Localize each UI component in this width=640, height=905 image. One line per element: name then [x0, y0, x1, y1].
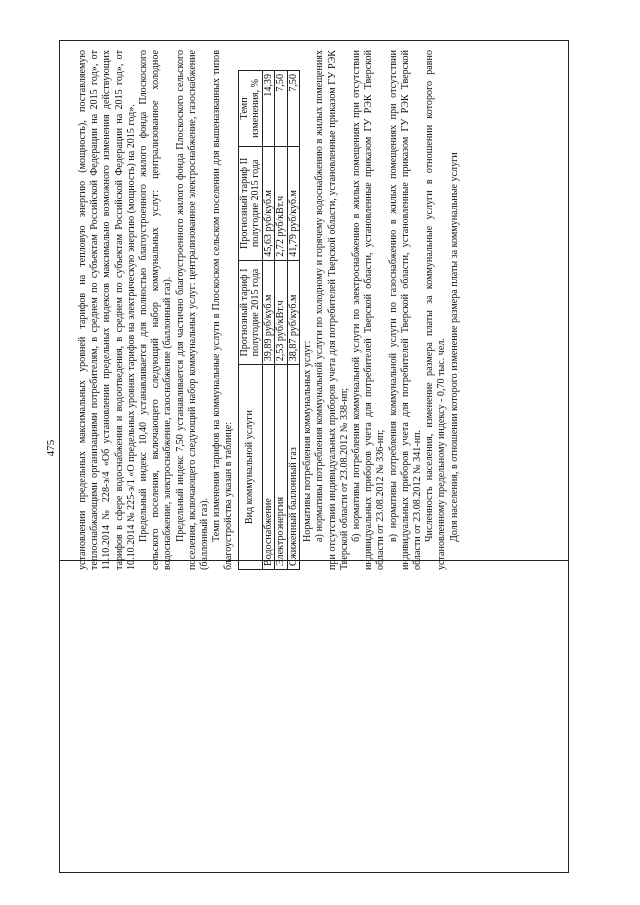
header-service: Вид коммунальной услуги	[238, 365, 262, 570]
document-text-block	[77, 50, 573, 570]
header-tariff-h2: Прогнозный тариф II полугодие 2015 года	[238, 146, 262, 260]
table-header-row	[238, 71, 262, 570]
paragraph-index-partial: Предельный индекс 7,50 устанавливается для частично благоустроенного жилого фонда Плоскоского сельского поселения, включающего следующий набор коммунальных услуг: централизованное электроснабжение, газоснабжение (баллонный газ).	[174, 50, 211, 570]
page-number: 475	[45, 439, 57, 457]
cell-change-rate: 14,39	[262, 71, 275, 147]
paragraph-population: Численность населения, изменение размера платы за коммунальные услуги в отношении которого равно установленному предельному индексу - 0,70 тыс. чел.	[424, 50, 448, 570]
paragraph-population-share: Доля населения, в отношении которого изменение размера платы за коммунальные услуги	[448, 152, 460, 542]
cell-tariff-h2: 41,79 руб/куб.м	[287, 146, 300, 260]
header-tariff-h1: Прогнозный тариф I полугодие 2015 года	[238, 260, 262, 365]
paragraph-norm-gas: в) нормативы потребления коммунальной услуги по газоснабжению в жилых помещениях при отсутствии индивидуальных приборов учета для потребителей Тверской области, установленные приказом ГУ РЭК Тверской области от 23.08.2012 № 341-нп.	[387, 50, 423, 570]
table-row	[262, 71, 275, 570]
paragraph-table-intro: Темп изменения тарифов на коммунальные услуги в Плоскоском сельском поселении для вышеназванных типов благоустройства указан в таблице:	[211, 50, 235, 570]
paragraph-index-full: Предельный индекс 10,40 устанавливается для полностью благоустроенного жилого фонда Плоскоского сельского поселения, включающего следующий набор коммунальных услуг: централизованное холодное водоснабжение, электроснабжение, газоснабжение (баллонный газ).	[138, 50, 174, 570]
cell-change-rate: 7,50	[287, 71, 300, 147]
table-row	[287, 71, 300, 570]
tariff-table	[238, 70, 301, 570]
cell-tariff-h2: 2,72 руб/кВт.ч	[275, 146, 288, 260]
table-border-left	[59, 40, 60, 873]
cell-service: Электроэнергия	[275, 365, 288, 570]
cell-tariff-h1: 39,89 руб/куб.м	[262, 260, 275, 365]
paragraph-norm-electricity: б) нормативы потребления коммунальной услуги по электроснабжению в жилых помещениях при отсутствии индивидуальных приборов учета для потребителей Тверской области, установленные приказом ГУ РЭК Тверской области от 23.08.2012 № 336-нп;	[350, 50, 387, 570]
cell-tariff-h2: 45,63 руб/куб.м	[262, 146, 275, 260]
paragraph-norms-heading: Нормативы потребления коммунальных услуг:	[302, 340, 314, 542]
cell-service: Водоснабжение	[262, 365, 275, 570]
cell-tariff-h1: 2,53 руб/кВт.ч	[275, 260, 288, 365]
table-border-top	[59, 40, 569, 41]
paragraph-norm-water: а) нормативы потребления коммунальной услуги по холодному и горячему водоснабжению в жилых помещениях при отсутствии индивидуальных приборов учета для потребителей Тверской области, установленные приказом ГУ РЭК Тверской области от 23.08.2012 № 338-нп;	[314, 50, 350, 570]
paragraph-regulations: установлении предельных максимальных уровней тарифов на тепловую энергию (мощность), поставляемую теплоснабжающими организациями потребителям, в среднем по субъектам Российской Федерации на 2015 год», от 11.10.2014 № 228-э/4 «Об установлении предельных индексов максимально возможного изменения действующих тарифов в сфере водоснабжения и водоотведения, в среднем по субъектам Российской Федерации на 2015 год», от 10.10.2014 № 225-э/1 «О предельных уровнях тарифов на электрическую энергию (мощность) на 2015 год».	[77, 50, 137, 570]
header-change-rate: Темп изменения, %	[238, 71, 262, 147]
cell-change-rate: 7,50	[275, 71, 288, 147]
cell-tariff-h1: 38,87 руб/куб.м	[287, 260, 300, 365]
table-row	[275, 71, 288, 570]
cell-service: Сжиженный баллонный газ	[287, 365, 300, 570]
table-border-bottom	[59, 872, 569, 873]
